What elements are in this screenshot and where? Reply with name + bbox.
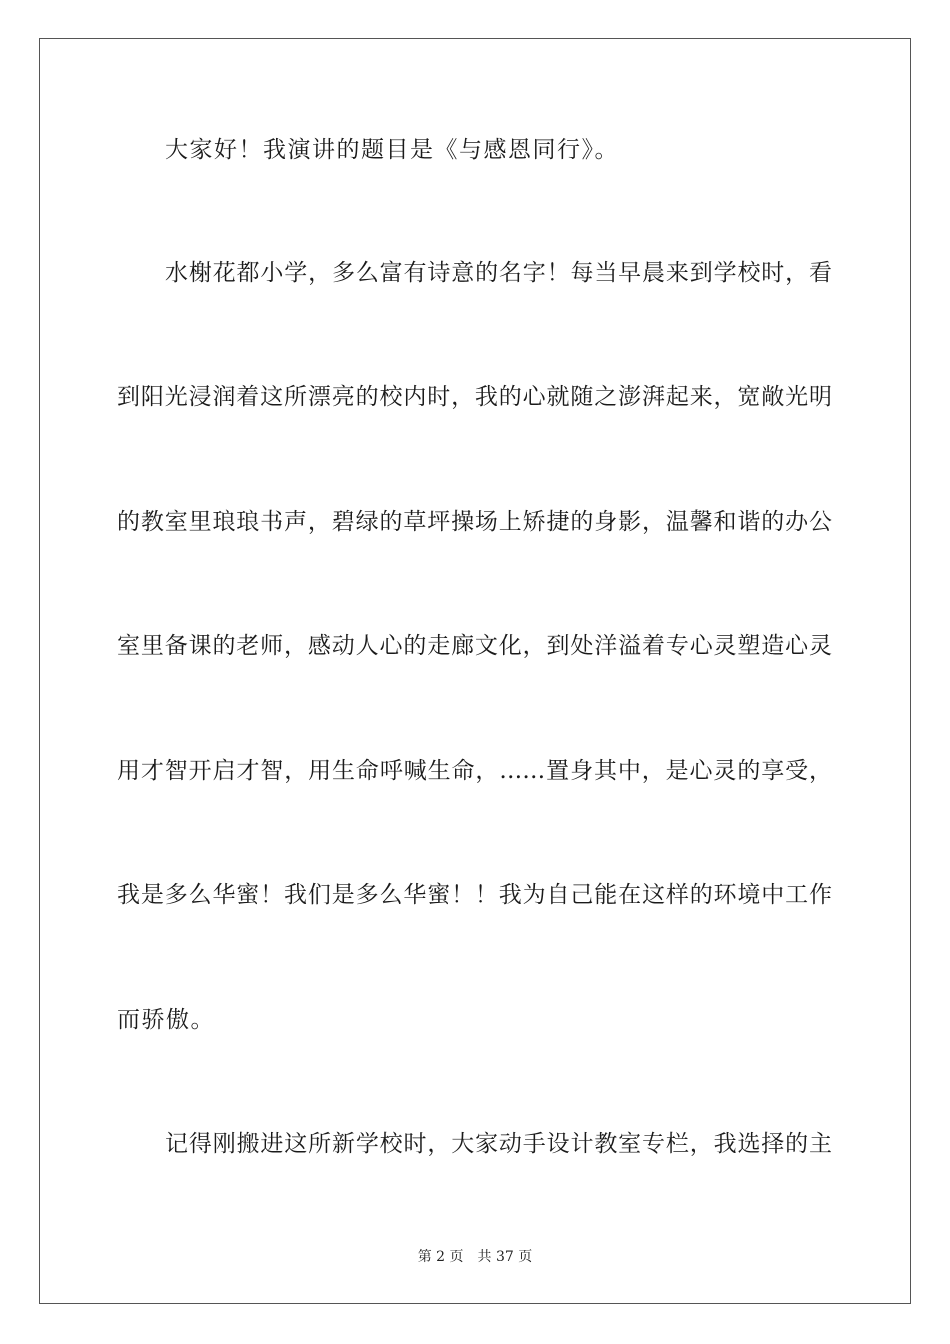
text-line-3: 的教室里琅琅书声，碧绿的草坪操场上矫捷的身影，温馨和谐的办公 (117, 509, 832, 535)
text-line-5: 用才智开启才智，用生命呼喊生命，……置身其中，是心灵的享受， (117, 758, 832, 784)
text-line-1: 水榭花都小学，多么富有诗意的名字！每当早晨来到学校时，看 (165, 260, 832, 286)
page-total: 共 37 页 (477, 1249, 533, 1265)
text-line-6: 我是多么华蜜！我们是多么华蜜！！我为自己能在这样的环境中工作 (117, 882, 832, 908)
page-footer (0, 1247, 950, 1267)
page-border (39, 38, 911, 1304)
paragraph-greeting: 大家好！我演讲的题目是《与感恩同行》。 (165, 137, 619, 163)
text-line-4: 室里备课的老师，感动人心的走廊文化，到处洋溢着专心灵塑造心灵 (117, 633, 832, 659)
text-line-7: 而骄傲。 (117, 1007, 215, 1033)
text-line-2: 到阳光浸润着这所漂亮的校内时，我的心就随之澎湃起来，宽敞光明 (117, 384, 832, 410)
text-line-8: 记得刚搬进这所新学校时，大家动手设计教室专栏，我选择的主 (165, 1131, 832, 1157)
page-number: 第 2 页 (417, 1249, 464, 1265)
